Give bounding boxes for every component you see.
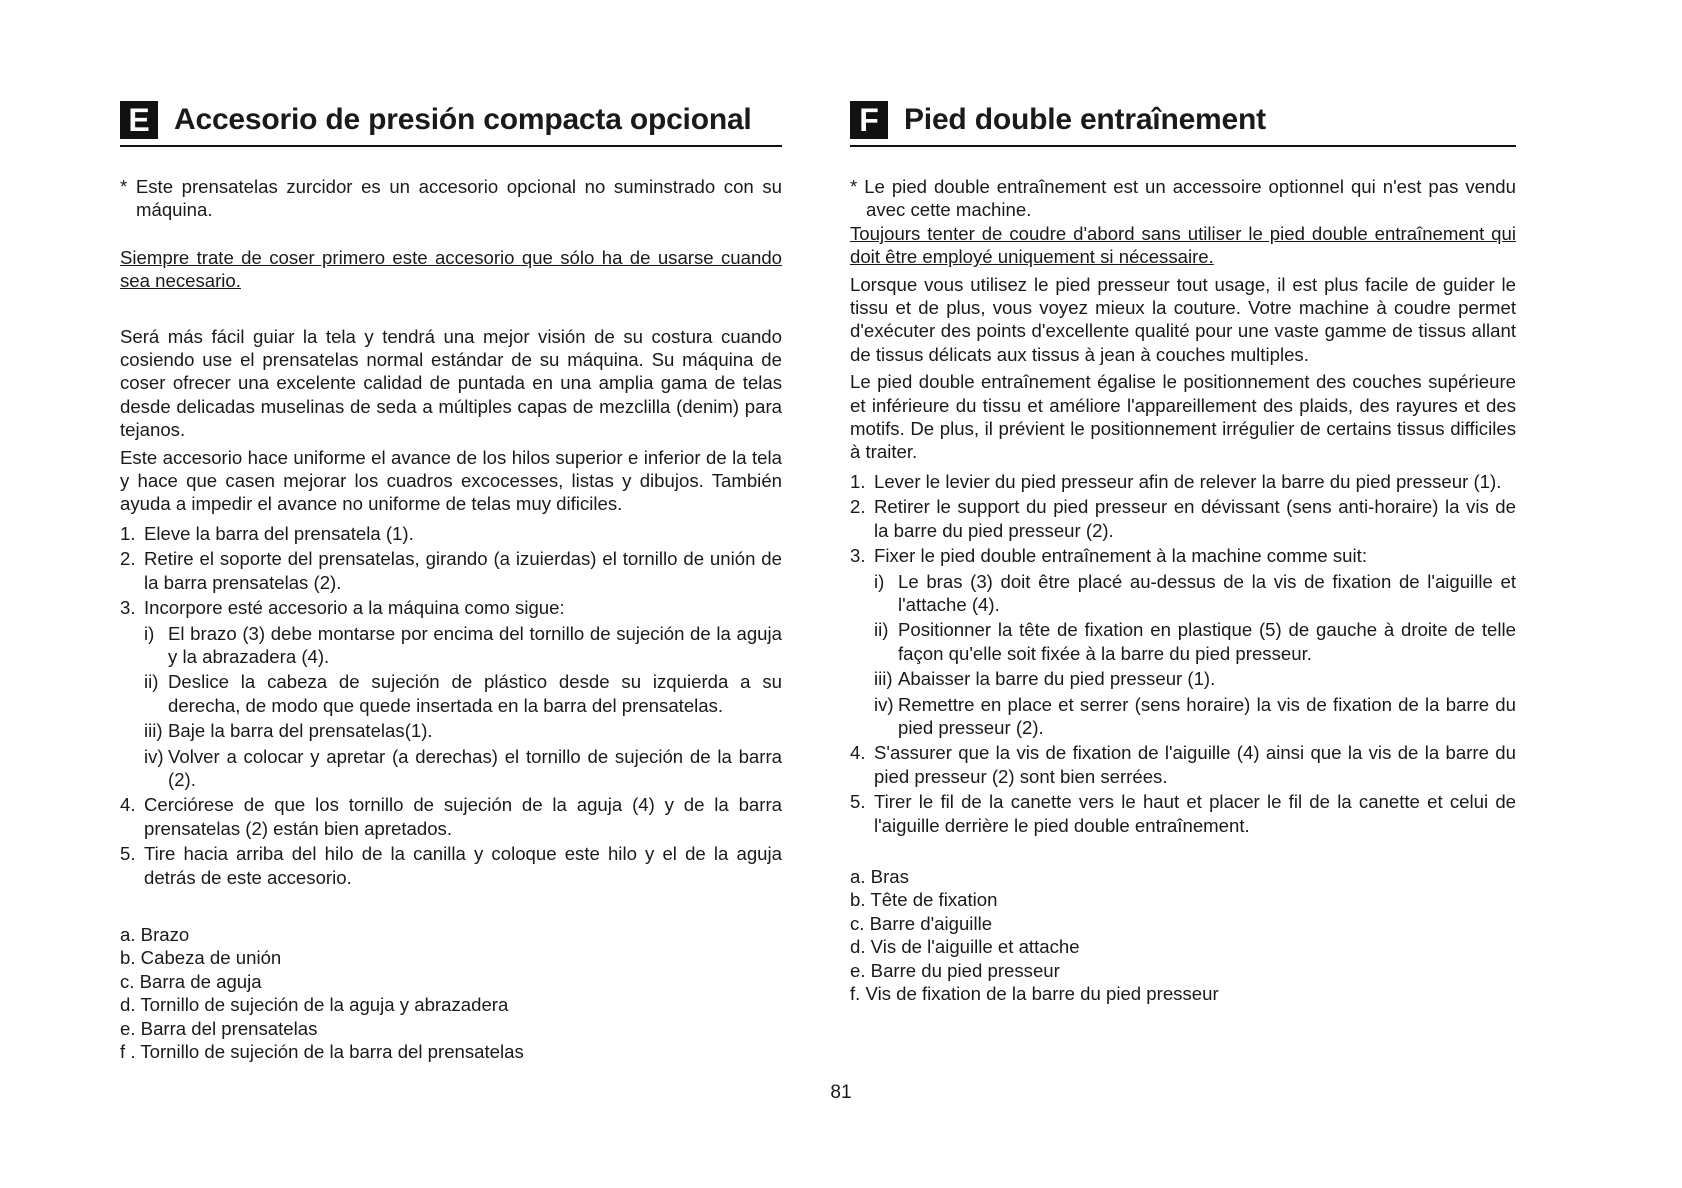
parts-legend <box>850 865 1516 1005</box>
spanish-section <box>120 100 782 1063</box>
description-paragraph: Este accesorio hace uniforme el avance de los hilos superior e inferior de la tela y hace que casen mejorar los cuadros excocesses, listas y dibujos. También ayuda a impedir el avance no uniforme de telas muy dificiles. <box>120 446 782 515</box>
substep <box>120 622 782 669</box>
legend-item: d. Vis de l'aiguille et attache <box>850 936 1080 958</box>
step <box>850 741 1516 788</box>
legend-item: f . Tornillo de sujeción de la barra del prensatelas <box>120 1041 524 1062</box>
step-number: 4. <box>850 742 866 764</box>
usage-warning: Siempre trate de coser primero este accesorio que sólo ha de usarse cuando sea necesario. <box>120 246 782 292</box>
substep-text: Baje la barra del prensatelas(1). <box>168 720 433 742</box>
substep-number: i) <box>874 570 885 592</box>
substep-text: Remettre en place et serrer (sens horaire) la vis de fixation de la barre du pied presseur (2). <box>898 693 1516 738</box>
legend-item: b. Cabeza de unión <box>120 947 282 969</box>
section-title: Accesorio de presión compacta opcional <box>174 103 752 136</box>
section-letter-badge: E <box>120 101 158 139</box>
substep-number: iii) <box>144 720 163 742</box>
step-text: Tire hacia arriba del hilo de la canilla y coloque este hilo y el de la aguja detrás de este accesorio. <box>144 843 782 888</box>
intro-paragraph: Lorsque vous utilisez le pied presseur tout usage, il est plus facile de guider le tissu et de plus, vous voyez mieux la couture. Votre machine à coudre permet d'exécuter des points d'excellente qualité pour une vaste gamme de tissus allant de tissus délicats aux tissus à jean à couches multiples. <box>850 273 1516 365</box>
legend-item: e. Barra del prensatelas <box>120 1017 318 1039</box>
substep-number: ii) <box>144 671 159 693</box>
step-text: Lever le levier du pied presseur afin de relever la barre du pied presseur (1). <box>874 470 1502 492</box>
step <box>850 470 1516 493</box>
step <box>850 790 1516 837</box>
description-paragraph: Le pied double entraînement égalise le positionnement des couches supérieure et inférieure du tissu et améliore l'appareillement des plaids, des rayures et des motifs. De plus, il prévient le positionnement irrégulier de certains tissus difficiles à traiter. <box>850 371 1516 463</box>
usage-warning: Toujours tenter de coudre d'abord sans utiliser le pied double entraînement qui doit être employé uniquement si nécessaire. <box>850 222 1516 268</box>
substep <box>850 570 1516 617</box>
step-number: 4. <box>120 794 136 816</box>
step-number: 2. <box>850 496 866 518</box>
step-number: 3. <box>120 597 136 619</box>
legend-item: c. Barre d'aiguille <box>850 912 993 934</box>
substep <box>120 719 782 742</box>
section-letter-badge: F <box>850 101 888 139</box>
section-heading-fr <box>850 100 1516 147</box>
step-number: 2. <box>120 548 136 570</box>
substep-number: i) <box>144 622 155 644</box>
substep <box>850 618 1516 665</box>
substep-number: iii) <box>874 668 893 690</box>
step-number: 1. <box>120 522 136 544</box>
section-title: Pied double entraînement <box>904 103 1266 136</box>
step-text: Retire el soporte del prensatelas, girando (a izuierdas) el tornillo de unión de la barra prensatelas (2). <box>144 548 782 593</box>
parts-legend <box>120 923 782 1063</box>
step-number: 5. <box>850 791 866 813</box>
step <box>120 522 782 545</box>
section-heading-es <box>120 100 782 147</box>
step <box>850 544 1516 567</box>
substep-number: iv) <box>144 745 164 767</box>
step-text: Eleve la barra del prensatela (1). <box>144 522 414 544</box>
substep-text: Positionner la tête de fixation en plastique (5) de gauche à droite de telle façon qu'elle soit fixée à la barre du pied presseur. <box>898 619 1516 664</box>
step-text: Incorpore esté accesorio a la máquina como sigue: <box>144 597 565 619</box>
substep <box>120 745 782 792</box>
legend-item: b. Tête de fixation <box>850 889 998 911</box>
step <box>850 495 1516 542</box>
step-text: S'assurer que la vis de fixation de l'aiguille (4) ainsi que la vis de la barre du pied presseur (2) sont bien serrées. <box>874 742 1516 787</box>
legend-item: d. Tornillo de sujeción de la aguja y abrazadera <box>120 994 509 1016</box>
step-number: 5. <box>120 843 136 865</box>
section-body-es <box>120 175 782 1063</box>
substep-number: iv) <box>874 693 894 715</box>
legend-item: e. Barre du pied presseur <box>850 959 1060 981</box>
legend-item: a. Bras <box>850 865 909 887</box>
substep-number: ii) <box>874 619 889 641</box>
step <box>120 793 782 840</box>
substep <box>120 670 782 717</box>
step-text: Fixer le pied double entraînement à la machine comme suit: <box>874 545 1367 567</box>
substep <box>850 667 1516 690</box>
page-number: 81 <box>830 1082 852 1103</box>
step-number: 1. <box>850 470 866 492</box>
step-text: Retirer le support du pied presseur en dévissant (sens anti-horaire) la vis de la barre du pied presseur (2). <box>874 496 1516 541</box>
step <box>120 842 782 889</box>
substep-text: El brazo (3) debe montarse por encima del tornillo de sujeción de la aguja y la abrazadera (4). <box>168 622 782 667</box>
section-body-fr <box>850 175 1516 1005</box>
step <box>120 547 782 594</box>
substep-text: Deslice la cabeza de sujeción de plástico desde su izquierda a su derecha, de modo que quede insertada en la barra del prensatelas. <box>168 671 782 716</box>
substep-text: Abaisser la barre du pied presseur (1). <box>898 668 1216 690</box>
optional-accessory-note: * Este prensatelas zurcidor es un accesorio opcional no suminstrado con su máquina. <box>120 176 782 221</box>
legend-item: f. Vis de fixation de la barre du pied presseur <box>850 983 1219 1004</box>
intro-paragraph: Será más fácil guiar la tela y tendrá una mejor visión de su costura cuando cosiendo use el prensatelas normal estándar de su máquina. Su máquina de coser ofrecer una excelente calidad de puntada en una amplia gama de telas desde delicadas muselinas de seda a múltiples capas de mezclilla (denim) para tejanos. <box>120 325 782 441</box>
optional-accessory-note: * Le pied double entraînement est un accessoire optionnel qui n'est pas vendu avec cette machine. <box>850 176 1516 221</box>
step-text: Cerciórese de que los tornillo de sujeción de la aguja (4) y de la barra prensatelas (2) están bien apretados. <box>144 794 782 839</box>
legend-item: a. Brazo <box>120 923 190 945</box>
step-text: Tirer le fil de la canette vers le haut et placer le fil de la canette et celui de l'aiguille derrière le pied double entraînement. <box>874 791 1516 836</box>
step <box>120 596 782 619</box>
substep-text: Le bras (3) doit être placé au-dessus de la vis de fixation de l'aiguille et l'attache (4). <box>898 570 1516 615</box>
legend-item: c. Barra de aguja <box>120 970 262 992</box>
substep <box>850 693 1516 740</box>
french-section <box>850 100 1516 1005</box>
step-number: 3. <box>850 545 866 567</box>
substep-text: Volver a colocar y apretar (a derechas) el tornillo de sujeción de la barra (2). <box>168 745 782 790</box>
